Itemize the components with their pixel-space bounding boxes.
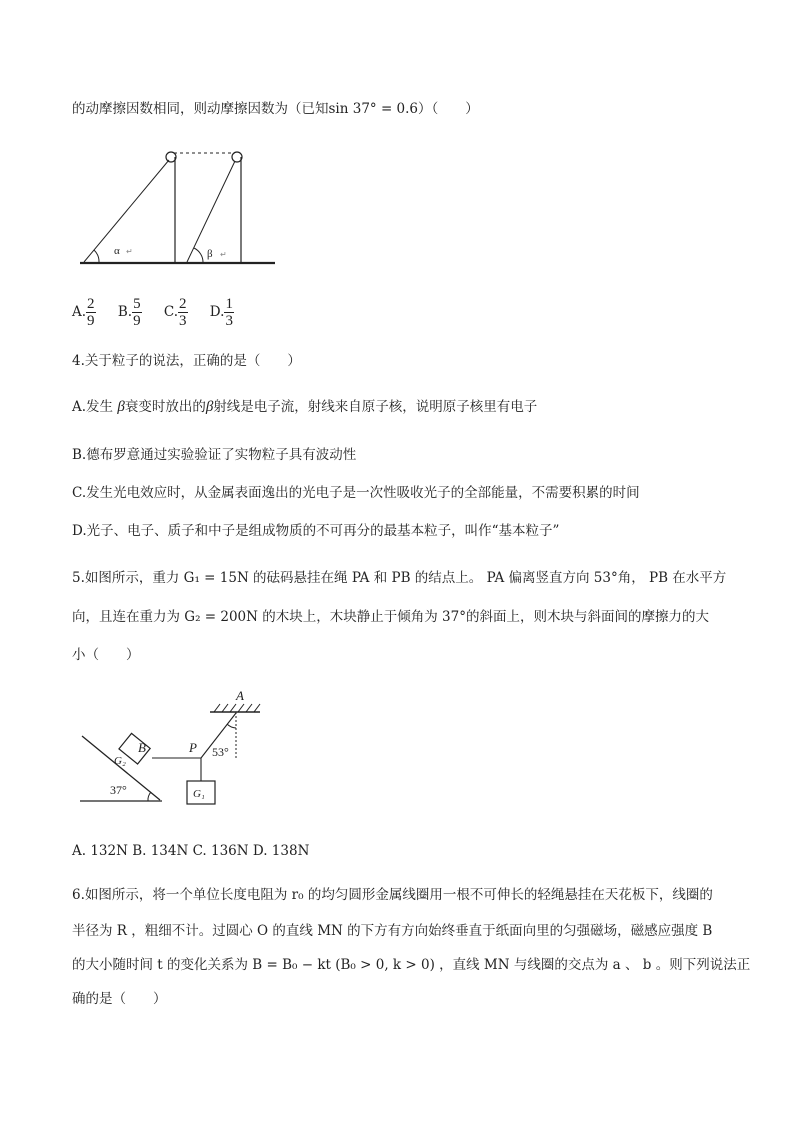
q5-figure <box>72 684 272 812</box>
q5-stem-line3: 小（ ） <box>72 647 140 663</box>
q4-option-a[interactable]: A.发生 β衰变时放出的β射线是电子流，射线来自原子核，说明原子核里有电子 <box>72 399 538 415</box>
beta-label: β <box>207 248 213 260</box>
angle-37-label: 37° <box>110 783 127 797</box>
label-p: P <box>189 740 197 755</box>
q5-stem-line1: 5.如图所示，重力 G₁ = 15N 的砝码悬挂在绳 PA 和 PB 的结点上。 PA 偏离竖直方向 53°角， PB 在水平方 <box>72 570 727 586</box>
label-b: B <box>138 740 146 755</box>
label-g1: G₁ <box>193 788 205 800</box>
q4-option-c[interactable]: C.发生光电效应时，从金属表面逸出的光电子是一次性吸收光子的全部能量，不需要积累的时间 <box>72 485 640 501</box>
q6-stem-line4: 确的是（ ） <box>72 991 167 1007</box>
label-a: A <box>236 688 244 703</box>
q3-option-c[interactable]: C. $\frac{2}{3}$ <box>163 296 187 329</box>
q5-stem-line2: 向，且连在重力为 G₂ = 200N 的木块上，木块静止于倾角为 37°的斜面上，则木块与斜面间的摩擦力的大 <box>72 609 709 625</box>
q3-option-d[interactable]: D. $\frac{1}{3}$ <box>209 296 233 329</box>
svg-text:↵: ↵ <box>220 250 227 259</box>
q3-option-b[interactable]: B. $\frac{5}{9}$ <box>117 296 141 329</box>
angle-53-label: 53° <box>212 745 229 759</box>
q6-stem-line1: 6.如图所示，将一个单位长度电阻为 r₀ 的均匀圆形金属线圈用一根不可伸长的轻绳悬挂在天花板下，线圈的 <box>72 887 713 903</box>
q3-options <box>72 296 252 329</box>
label-g2: G₂ <box>114 755 126 767</box>
q5-options[interactable]: A. 132N B. 134N C. 136N D. 138N <box>72 843 310 859</box>
q3-option-a[interactable]: A. $\frac{2}{9}$ <box>72 296 95 329</box>
q4-stem: 4.关于粒子的说法，正确的是（ ） <box>72 353 301 369</box>
q4-option-d[interactable]: D.光子、电子、质子和中子是组成物质的不可再分的最基本粒子，叫作“基本粒子” <box>72 523 560 539</box>
alpha-label: α <box>114 245 120 257</box>
q3-figure <box>72 140 282 272</box>
svg-text:↵: ↵ <box>126 247 133 256</box>
q3-stem-tail: 的动摩擦因数相同，则动摩擦因数为（已知sin 37° = 0.6）（ ） <box>72 101 479 117</box>
q6-stem-line3: 的大小随时间 t 的变化关系为 B = B₀ − kt (B₀ > 0, k > 0) ，直线 MN 与线圈的交点为 a 、 b 。则下列说法正 <box>72 957 751 973</box>
q4-option-b[interactable]: B.德布罗意通过实验验证了实物粒子具有波动性 <box>72 447 357 463</box>
q6-stem-line2: 半径为 R ，粗细不计。过圆心 O 的直线 MN 的下方有方向始终垂直于纸面向里的匀强磁场，磁感应强度 B <box>72 923 713 939</box>
